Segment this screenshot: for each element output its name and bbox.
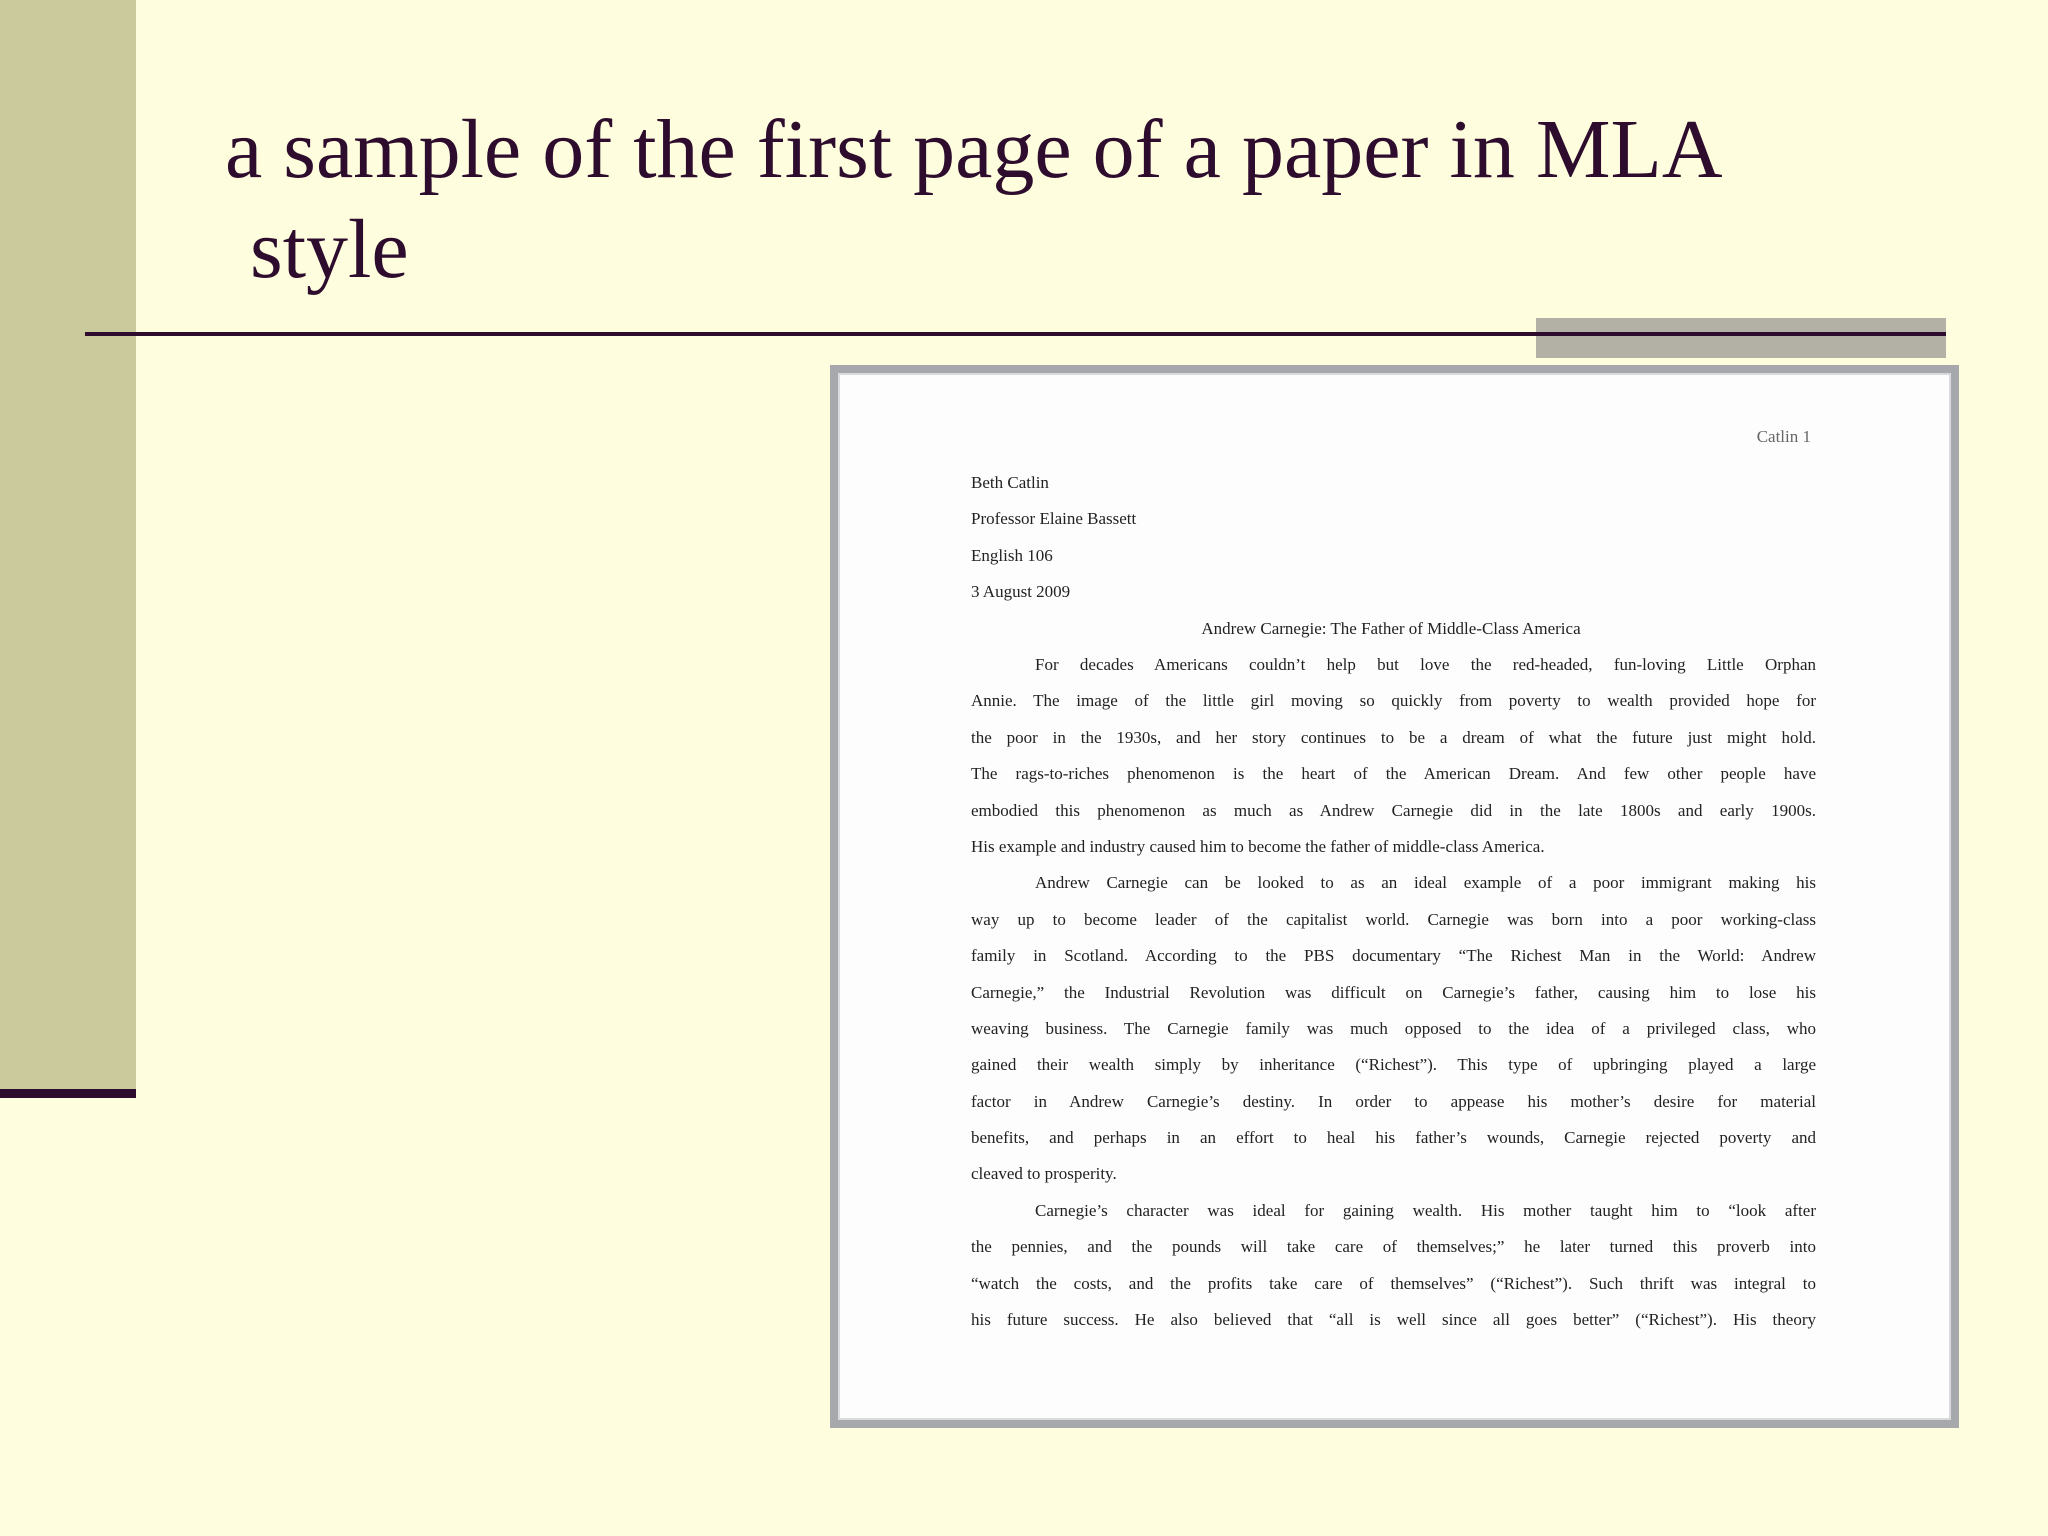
paper-body-line: Carnegie,” the Industrial Revolution was difficult on Carnegie’s father, causing him to lose his — [971, 982, 1816, 1002]
slide-title-line2: style — [250, 203, 409, 296]
left-accent-bar-foot — [0, 1089, 136, 1098]
paper-body-line: cleaved to prosperity. — [971, 1164, 1117, 1184]
paper-body-line: factor in Andrew Carnegie’s destiny. In order to appease his mother’s desire for material — [971, 1091, 1816, 1111]
paper-page-header: Catlin 1 — [1756, 427, 1811, 446]
paper-body-line: embodied this phenomenon as much as Andrew Carnegie did in the late 1800s and early 1900s. — [971, 800, 1816, 820]
paper-body-line: Annie. The image of the little girl moving so quickly from poverty to wealth provided hope for — [971, 691, 1816, 711]
paper-body-line: Andrew Carnegie can be looked to as an ideal example of a poor immigrant making his — [1035, 873, 1816, 893]
paper-image-frame — [830, 365, 1959, 1428]
paper-body-line: For decades Americans couldn’t help but love the red-headed, fun-loving Little Orphan — [1035, 655, 1816, 674]
paper-professor: Professor Elaine Bassett — [971, 509, 1137, 529]
slide-title-line1: a sample of the first page of a paper in MLA — [225, 103, 1723, 196]
title-rule-accent-line — [1536, 332, 1946, 336]
paper-author: Beth Catlin — [971, 473, 1049, 492]
left-accent-bar — [0, 0, 136, 1089]
paper-body-line: Carnegie’s character was ideal for gaining wealth. His mother taught him to “look after — [1035, 1200, 1816, 1220]
paper-body-line: “watch the costs, and the profits take care of themselves” (“Richest”). Such thrift was integral to — [971, 1273, 1816, 1293]
paper-body-line: gained their wealth simply by inheritance (“Richest”). This type of upbringing played a large — [971, 1055, 1816, 1075]
paper-body — [971, 647, 1816, 1338]
paper-date: 3 August 2009 — [971, 582, 1071, 602]
paper-body-line: His example and industry caused him to become the father of middle-class America. — [971, 836, 1545, 856]
paper-heading — [971, 465, 1136, 611]
paper-body-line: The rags-to-riches phenomenon is the heart of the American Dream. And few other people have — [971, 764, 1816, 784]
paper-body-line: the poor in the 1930s, and her story continues to be a dream of what the future just might hold. — [971, 727, 1816, 747]
slide-title — [225, 100, 1825, 300]
paper-course: English 106 — [971, 545, 1053, 565]
paper-body-line: way up to become leader of the capitalist world. Carnegie was born into a poor working-class — [971, 909, 1816, 929]
paper-body-line: the pennies, and the pounds will take care of themselves;” he later turned this proverb into — [971, 1237, 1816, 1257]
paper-body-line: weaving business. The Carnegie family was much opposed to the idea of a privileged class, who — [971, 1018, 1816, 1038]
paper-title: Andrew Carnegie: The Father of Middle-Class America — [1201, 619, 1581, 638]
paper-page — [838, 373, 1951, 1420]
paper-body-line: his future success. He also believed that “all is well since all goes better” (“Richest”). His theory — [971, 1310, 1816, 1330]
title-rule-accent — [1536, 318, 1946, 358]
paper-body-line: family in Scotland. According to the PBS documentary “The Richest Man in the World: Andrew — [971, 946, 1816, 966]
paper-body-line: benefits, and perhaps in an effort to heal his father’s wounds, Carnegie rejected poverty and — [971, 1128, 1816, 1148]
